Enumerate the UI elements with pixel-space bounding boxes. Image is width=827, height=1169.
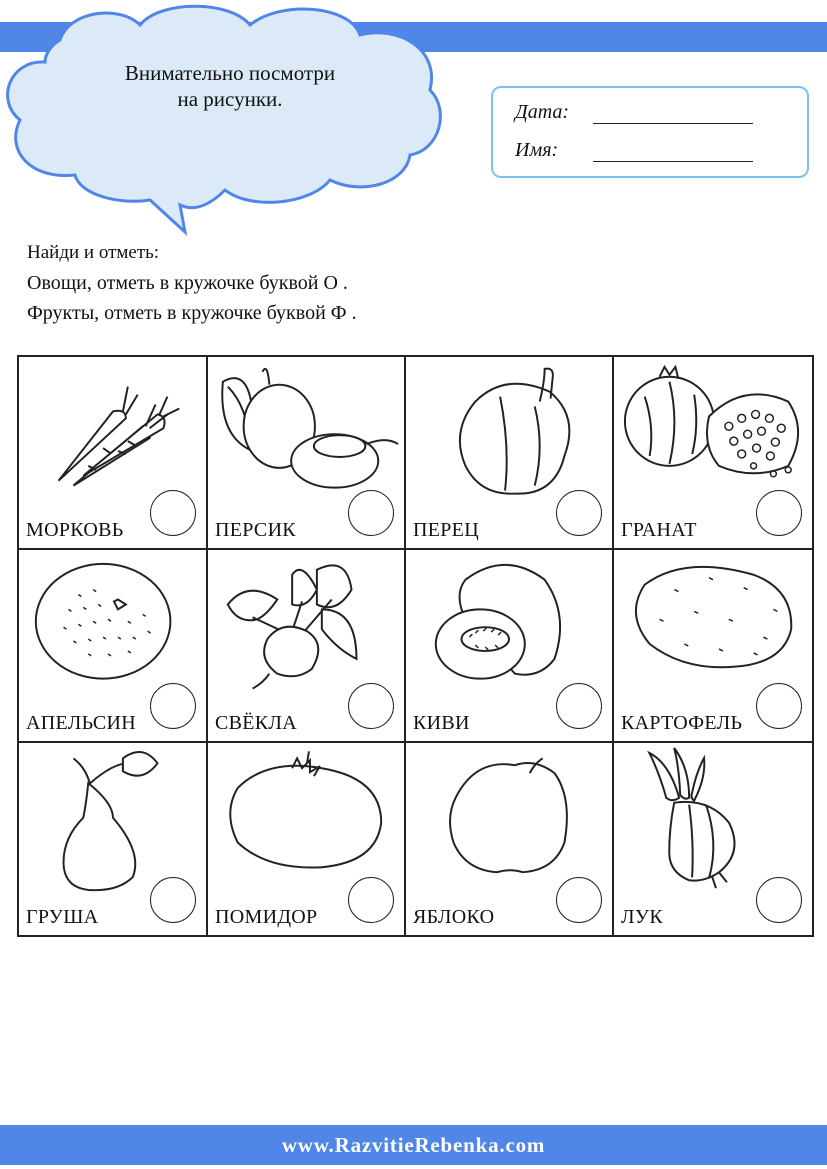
answer-circle[interactable] <box>150 877 196 923</box>
card-carrot <box>19 357 208 550</box>
item-label: СВЁКЛА <box>215 712 298 734</box>
date-name-box <box>491 86 809 178</box>
instructions <box>27 238 357 328</box>
card-onion <box>614 743 812 935</box>
answer-circle[interactable] <box>348 877 394 923</box>
instruction-heading: Найди и отметь: <box>27 242 160 263</box>
instruction-fruits: Фрукты, отметь в кружочке буквой Ф . <box>27 302 357 324</box>
answer-circle[interactable] <box>150 490 196 536</box>
footer-banner <box>0 1125 827 1165</box>
answer-circle[interactable] <box>756 877 802 923</box>
date-label: Дата: <box>515 101 570 123</box>
date-field[interactable] <box>593 101 753 124</box>
answer-circle[interactable] <box>348 683 394 729</box>
item-label: ПЕРСИК <box>215 519 296 541</box>
card-kiwi <box>406 550 614 743</box>
item-label: ЛУК <box>621 906 663 928</box>
answer-circle[interactable] <box>756 490 802 536</box>
answer-circle[interactable] <box>556 490 602 536</box>
item-label: ГРАНАТ <box>621 519 697 541</box>
card-pepper <box>406 357 614 550</box>
picture-grid <box>17 355 814 937</box>
card-peach <box>208 357 406 550</box>
name-row <box>515 132 753 162</box>
date-row <box>515 94 753 124</box>
card-potato <box>614 550 812 743</box>
item-label: ЯБЛОКО <box>413 906 495 928</box>
answer-circle[interactable] <box>756 683 802 729</box>
item-label: ПЕРЕЦ <box>413 519 479 541</box>
item-label: ПОМИДОР <box>215 906 318 928</box>
answer-circle[interactable] <box>348 490 394 536</box>
card-tomato <box>208 743 406 935</box>
answer-circle[interactable] <box>556 877 602 923</box>
card-pear <box>19 743 208 935</box>
speech-cloud <box>0 0 450 240</box>
instruction-vegetables: Овощи, отметь в кружочке буквой О . <box>27 272 348 294</box>
item-label: МОРКОВЬ <box>26 519 124 541</box>
card-apple <box>406 743 614 935</box>
item-label: АПЕЛЬСИН <box>26 712 137 734</box>
item-label: ГРУША <box>26 906 99 928</box>
card-beet <box>208 550 406 743</box>
name-label: Имя: <box>515 139 559 161</box>
item-label: КАРТОФЕЛЬ <box>621 712 743 734</box>
item-label: КИВИ <box>413 712 470 734</box>
footer-site: www.RazvitieRebenka.com <box>281 1132 546 1157</box>
answer-circle[interactable] <box>150 683 196 729</box>
cloud-line-1: Внимательно посмотри <box>124 61 336 85</box>
card-pomegranate <box>614 357 812 550</box>
name-field[interactable] <box>593 139 753 162</box>
answer-circle[interactable] <box>556 683 602 729</box>
card-orange <box>19 550 208 743</box>
cloud-text <box>70 60 390 112</box>
cloud-line-2: на рисунки. <box>177 87 283 111</box>
